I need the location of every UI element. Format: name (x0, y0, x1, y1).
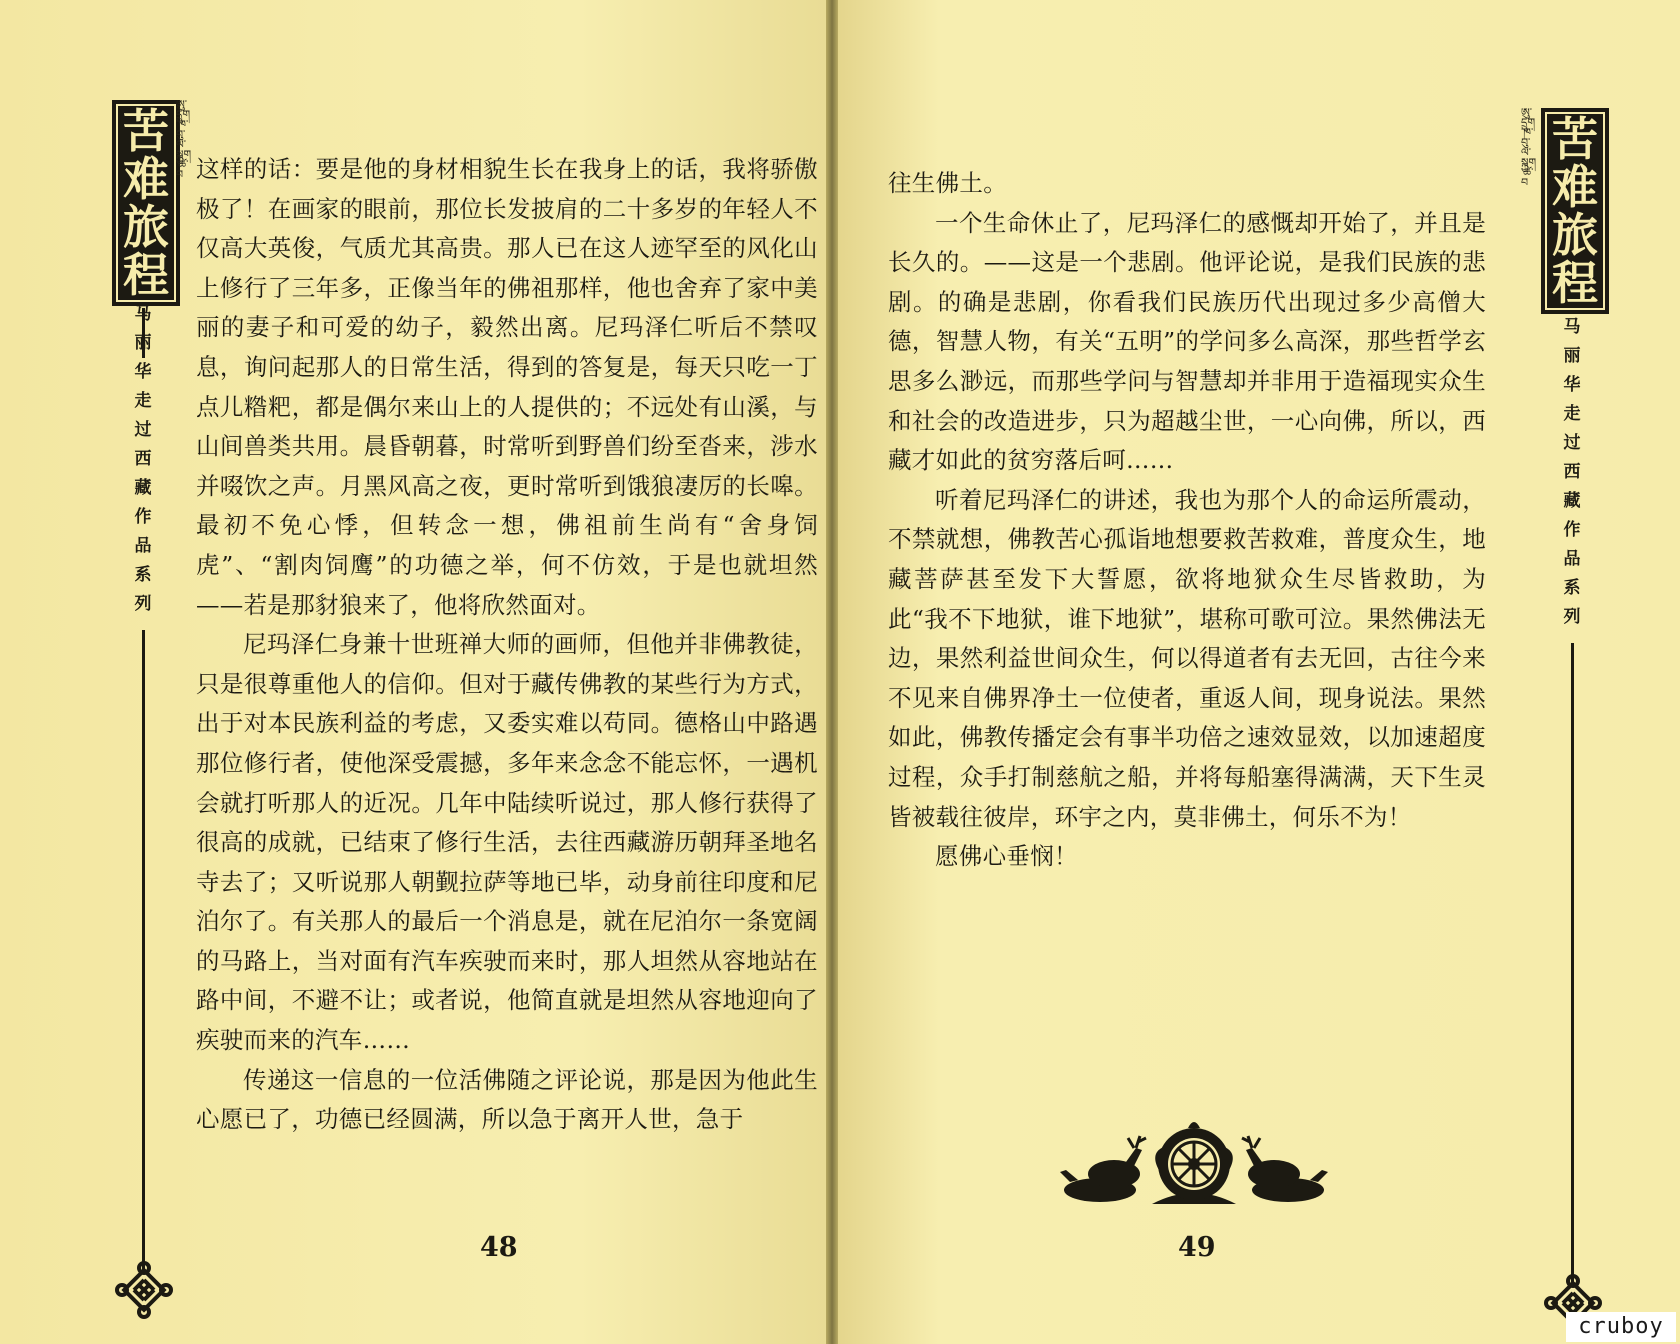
title-char: 旅 (1552, 208, 1598, 262)
paragraph: 愿佛心垂悯！ (935, 842, 1078, 871)
title-char: 苦 (1552, 112, 1598, 166)
book-title-box (112, 100, 180, 306)
title-char: 程 (1552, 256, 1598, 310)
page-number: 49 (1178, 1232, 1216, 1263)
series-title: 马 丽 华 走 过 西 藏 作 品 系 列 (1563, 317, 1581, 627)
title-char: 程 (123, 248, 169, 302)
tibetan-script: ཨུ་དྲུག་ཁ་བུ་ལ་སྐྱག་ཚེ་བ (176, 98, 192, 181)
title-char: 难 (123, 152, 169, 206)
title-char: 苦 (123, 104, 169, 158)
side-rule (1571, 643, 1574, 1283)
page-number: 48 (480, 1232, 518, 1263)
paragraph: 往生佛土。 (888, 169, 1007, 197)
tibetan-script: ཨུ་དྲུག་ཁ་བུ་ལ་སྐྱག་ཚེ་བ (1521, 106, 1537, 189)
dharma-wheel-deer-icon (1056, 1112, 1332, 1212)
title-char: 难 (1552, 160, 1598, 214)
left-page-body (196, 150, 818, 1140)
paragraph: 这样的话：要是他的身材相貌生长在我身上的话，我将骄傲极了！在画家的眼前，那位长发披肩的二十多岁的年轻人不仅高大英俊，气质尤其高贵。那人已在这人迹罕至的风化山上修行了三年多，正像当年的佛祖那样，他也舍弃了家中美丽的妻子和可爱的幼子，毅然出离。尼玛泽仁听后不禁叹息，询问起那人的日常生活，得到的答复是，每天只吃一丁点儿糌粑，都是偶尔来山上的人提供的；不远处有山溪，与山间兽类共用。晨昏朝暮，时常听到野兽们纷至沓来，涉水并啜饮之声。月黑风高之夜，更时常听到饿狼凄厉的长嗥。最初不免心悸，但转念一想，佛祖前生尚有“舍身饲虎”、“割肉饲鹰”的功德之举，何不仿效，于是也就坦然——若是那豺狼来了，他将欣然面对。 (196, 155, 818, 619)
paragraph: 尼玛泽仁身兼十世班禅大师的画师，但他并非佛教徒，只是很尊重他人的信仰。但对于藏传佛教的某些行为方式，出于对本民族利益的考虑，又委实难以苟同。德格山中路遇那位修行者，使他深受震撼，多年来念念不能忘怀，一遇机会就打听那人的近况。几年中陆续听说过，那人修行获得了很高的成就，已结束了修行生活，去往西藏游历朝拜圣地名寺去了；又听说那人朝觐拉萨等地已毕，动身前往印度和尼泊尔了。有关那人的最后一个消息是，就在尼泊尔一条宽阔的马路上，当对面有汽车疾驶而来时，那人坦然从容地站在路中间，不避不让；或者说，他简直就是坦然从容地迎向了疾驶而来的汽车…… (196, 630, 818, 1055)
paragraph: 传递这一信息的一位活佛随之评论说，那是因为他此生心愿已了，功德已经圆满，所以急于离开人世，急于 (196, 1065, 818, 1134)
endless-knot-icon (114, 1260, 174, 1320)
watermark: cruboy (1566, 1312, 1676, 1342)
right-page-body (888, 164, 1486, 877)
book-title-box (1541, 108, 1609, 314)
title-char: 旅 (123, 200, 169, 254)
side-rule (142, 630, 145, 1270)
paragraph: 听着尼玛泽仁的讲述，我也为那个人的命运所震动，不禁就想，佛教苦心孤诣地想要救苦救难，普度众生，地藏菩萨甚至发下大誓愿，欲将地狱众生尽皆救助，为此“我不下地狱，谁下地狱”，堪称可歌可泣。果然佛法无边，果然利益世间众生，何以得道者有去无回，古往今来不见来自佛界净土一位使者，重返人间，现身说法。果然如此，佛教传播定会有事半功倍之速效显效，以加速超度过程，众手打制慈航之船，并将每船塞得满满，天下生灵皆被载往彼岸，环宇之内，莫非佛土，何乐不为！ (888, 485, 1486, 831)
series-title: 马 丽 华 走 过 西 藏 作 品 系 列 (134, 304, 152, 614)
paragraph: 一个生命休止了，尼玛泽仁的感慨却开始了，并且是长久的。——这是一个悲剧。他评论说，是我们民族的悲剧。的确是悲剧，你看我们民族历代出现过多少高僧大德，智慧人物，有关“五明”的学问多么高深，那些哲学玄思多么渺远，而那些学问与智慧却并非用于造福现实众生和社会的改造进步，只为超越尘世，一心向佛，所以，西藏才如此的贫穷落后呵…… (888, 208, 1486, 475)
book-gutter (826, 0, 838, 1344)
